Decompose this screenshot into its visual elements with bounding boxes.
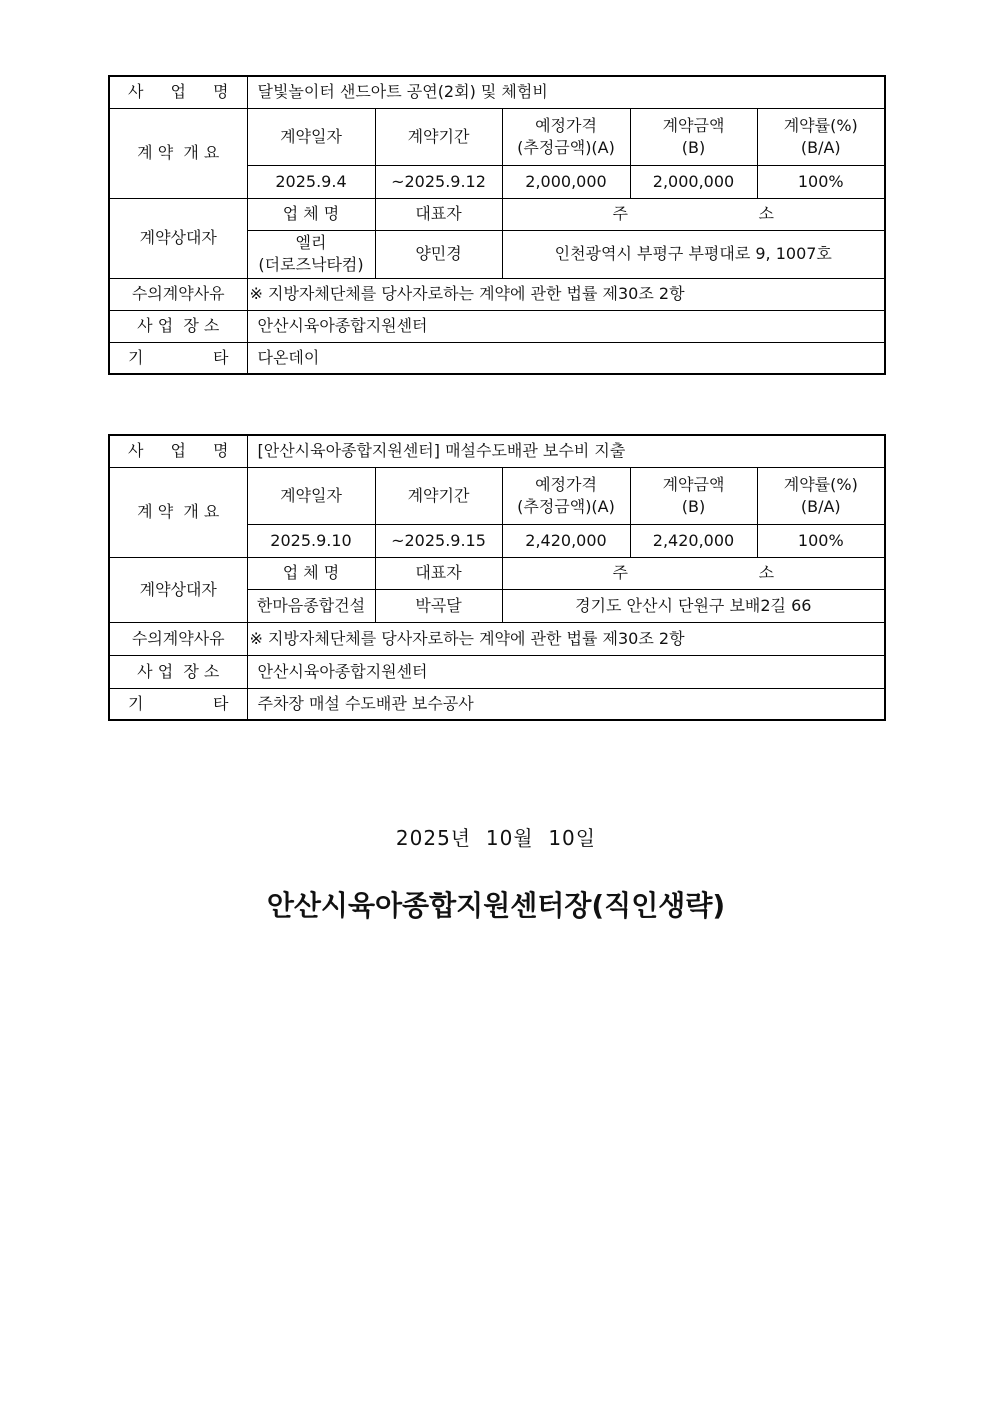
place-label: 사 업 장 소 [109,655,247,688]
project-label: 사 업 명 [109,435,247,467]
counterparty-label: 계약상대자 [109,198,247,278]
header-contract-date: 계약일자 [247,108,375,165]
project-name: [안산시육아종합지원센터] 매설수도배관 보수비 지출 [247,435,885,467]
project-row [109,435,885,467]
place-row [109,310,885,342]
reason-text: ※ 지방자체단체를 당사자로하는 계약에 관한 법률 제30조 2항 [247,622,885,655]
value-contract-period: ~2025.9.15 [375,524,502,557]
company-name: 엘리 (더로즈낙타컴) [247,230,375,278]
counterparty-header-row [109,557,885,589]
reason-text: ※ 지방자체단체를 당사자로하는 계약에 관한 법률 제30조 2항 [247,278,885,310]
header-estimate: 예정가격 (추정금액)(A) [502,467,630,524]
place-row [109,655,885,688]
etc-row [109,342,885,374]
contract-table-1 [108,75,886,375]
reason-label: 수의계약사유 [109,278,247,310]
place-text: 안산시육아종합지원센터 [247,655,885,688]
header-company: 업 체 명 [247,198,375,230]
etc-label: 기 타 [109,342,247,374]
etc-text: 주차장 매설 수도배관 보수공사 [247,688,885,720]
counterparty-label: 계약상대자 [109,557,247,622]
project-label: 사 업 명 [109,76,247,108]
company-name: 한마음종합건설 [247,589,375,622]
header-address: 주 소 [502,557,885,589]
overview-label: 계 약 개 요 [109,467,247,557]
header-amount: 계약금액 (B) [630,467,757,524]
issuer-signature: 안산시육아종합지원센터장(직인생략) [266,889,726,922]
etc-text: 다온데이 [247,342,885,374]
company-address: 경기도 안산시 단원구 보배2길 66 [502,589,885,622]
value-contract-date: 2025.9.10 [247,524,375,557]
value-contract-date: 2025.9.4 [247,165,375,198]
reason-row [109,278,885,310]
header-rate: 계약률(%) (B/A) [757,108,885,165]
reason-row [109,622,885,655]
header-representative: 대표자 [375,198,502,230]
value-rate: 100% [757,165,885,198]
overview-header-row [109,467,885,524]
reason-label: 수의계약사유 [109,622,247,655]
header-representative: 대표자 [375,557,502,589]
etc-row [109,688,885,720]
etc-label: 기 타 [109,688,247,720]
value-amount: 2,000,000 [630,165,757,198]
value-contract-period: ~2025.9.12 [375,165,502,198]
contract-table-2 [108,434,886,721]
value-estimate: 2,420,000 [502,524,630,557]
counterparty-header-row [109,198,885,230]
header-estimate: 예정가격 (추정금액)(A) [502,108,630,165]
value-amount: 2,420,000 [630,524,757,557]
company-address: 인천광역시 부평구 부평대로 9, 1007호 [502,230,885,278]
header-address: 주 소 [502,198,885,230]
header-contract-period: 계약기간 [375,467,502,524]
header-contract-date: 계약일자 [247,467,375,524]
project-row [109,76,885,108]
overview-label: 계 약 개 요 [109,108,247,198]
representative-name: 양민경 [375,230,502,278]
header-amount: 계약금액 (B) [630,108,757,165]
place-label: 사 업 장 소 [109,310,247,342]
header-company: 업 체 명 [247,557,375,589]
header-rate: 계약률(%) (B/A) [757,467,885,524]
document-date: 2025년 10월 10일 [395,826,597,850]
value-rate: 100% [757,524,885,557]
value-estimate: 2,000,000 [502,165,630,198]
header-contract-period: 계약기간 [375,108,502,165]
place-text: 안산시육아종합지원센터 [247,310,885,342]
overview-header-row [109,108,885,165]
project-name: 달빛놀이터 샌드아트 공연(2회) 및 체험비 [247,76,885,108]
representative-name: 박곡달 [375,589,502,622]
